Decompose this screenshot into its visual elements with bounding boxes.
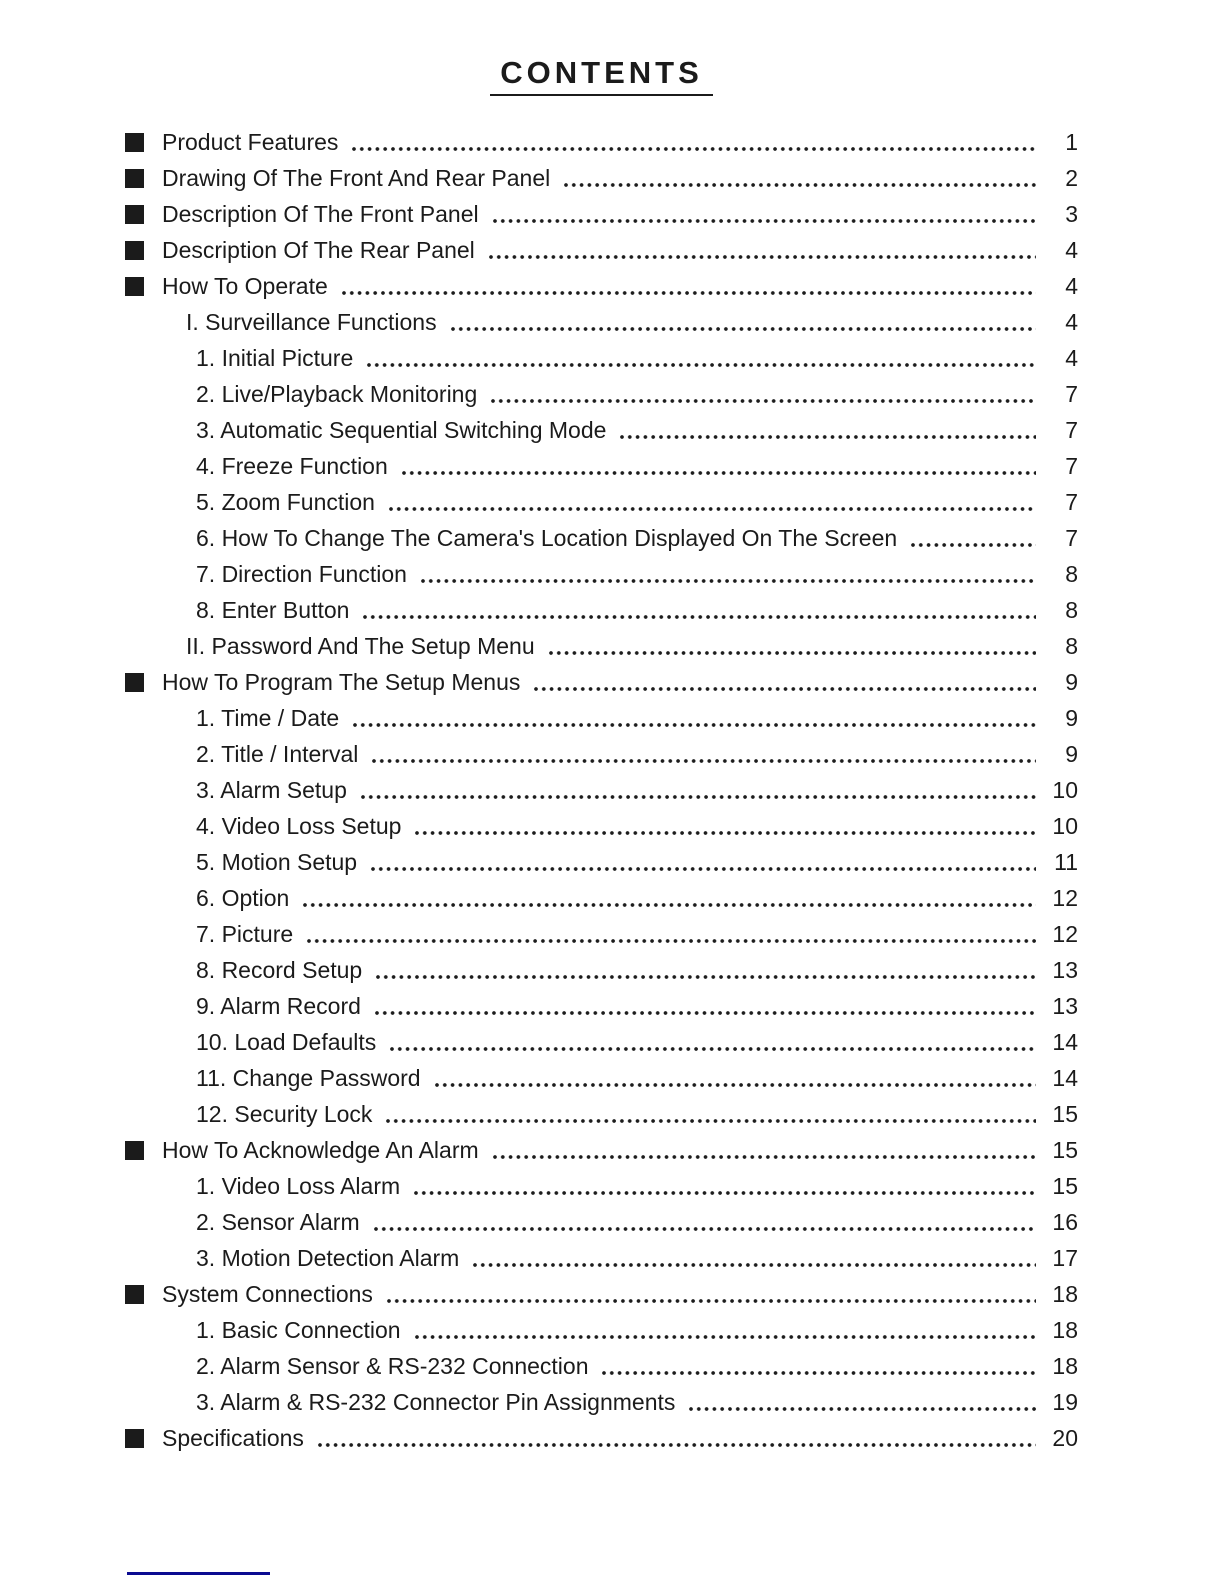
- toc-entry-page: 13: [1052, 993, 1078, 1020]
- toc-entry: [125, 988, 1078, 1024]
- toc-entry-page: 18: [1052, 1317, 1078, 1344]
- toc-entry-page: 10: [1052, 777, 1078, 804]
- toc-entry-label: 3. Alarm Setup: [196, 777, 347, 804]
- toc-entry-page: 2: [1065, 165, 1078, 192]
- toc-entry-label: 2. Alarm Sensor & RS-232 Connection: [196, 1353, 589, 1380]
- dot-leader: [367, 363, 1036, 367]
- dot-leader: [415, 1335, 1036, 1339]
- dot-leader: [352, 147, 1036, 151]
- toc-entry-label: 1. Initial Picture: [196, 345, 354, 372]
- toc-entry-page: 9: [1065, 705, 1078, 732]
- dot-leader: [386, 1119, 1036, 1123]
- dot-leader: [307, 939, 1036, 943]
- toc-entry-page: 7: [1065, 489, 1078, 516]
- toc-entry: [125, 1168, 1078, 1204]
- toc-entry-page: 16: [1052, 1209, 1078, 1236]
- dot-leader: [376, 975, 1036, 979]
- dot-leader: [493, 219, 1036, 223]
- toc-entry-page: 9: [1065, 741, 1078, 768]
- toc-entry-page: 14: [1052, 1065, 1078, 1092]
- toc-entry-label: 8. Enter Button: [196, 597, 350, 624]
- dot-leader: [402, 471, 1036, 475]
- bullet-square-icon: [125, 1285, 144, 1304]
- toc-entry-label: Specifications: [162, 1425, 304, 1452]
- toc-entry-label: 6. How To Change The Camera's Location Displayed On The Screen: [196, 525, 898, 552]
- toc-entry-page: 15: [1052, 1173, 1078, 1200]
- toc-entry: [125, 196, 1078, 232]
- dot-leader: [375, 1011, 1036, 1015]
- toc-entry: [125, 664, 1078, 700]
- toc-entry: [125, 1132, 1078, 1168]
- toc-entry-label: I. Surveillance Functions: [186, 309, 437, 336]
- dot-leader: [390, 1047, 1036, 1051]
- toc-entry-page: 3: [1065, 201, 1078, 228]
- toc-entry-label: Drawing Of The Front And Rear Panel: [162, 165, 551, 192]
- dot-leader: [421, 579, 1036, 583]
- toc-entry-page: 4: [1065, 273, 1078, 300]
- toc-entry: [125, 448, 1078, 484]
- toc-entry-page: 8: [1065, 561, 1078, 588]
- dot-leader: [318, 1443, 1036, 1447]
- page-title-text: CONTENTS: [490, 56, 713, 96]
- toc-entry-page: 7: [1065, 525, 1078, 552]
- dot-leader: [602, 1371, 1036, 1375]
- dot-leader: [303, 903, 1036, 907]
- bullet-square-icon: [125, 673, 144, 692]
- toc-entry-page: 12: [1052, 885, 1078, 912]
- toc-entry: [125, 1384, 1078, 1420]
- dot-leader: [689, 1407, 1036, 1411]
- toc-entry-label: 2. Sensor Alarm: [196, 1209, 360, 1236]
- toc-entry-label: 3. Motion Detection Alarm: [196, 1245, 460, 1272]
- toc-entry: [125, 1096, 1078, 1132]
- toc-entry-page: 17: [1052, 1245, 1078, 1272]
- toc-entry-label: 12. Security Lock: [196, 1101, 373, 1128]
- toc-entry: [125, 1240, 1078, 1276]
- toc-entry: [125, 592, 1078, 628]
- toc-entry: [125, 736, 1078, 772]
- bullet-square-icon: [125, 133, 144, 152]
- toc-entry-page: 18: [1052, 1281, 1078, 1308]
- toc-entry-label: II. Password And The Setup Menu: [186, 633, 535, 660]
- toc-entry-page: 20: [1052, 1425, 1078, 1452]
- toc-entry-page: 15: [1052, 1137, 1078, 1164]
- toc-entry: [125, 268, 1078, 304]
- toc-entry-page: 4: [1065, 309, 1078, 336]
- toc-entry: [125, 700, 1078, 736]
- toc-entry-page: 8: [1065, 633, 1078, 660]
- dot-leader: [389, 507, 1036, 511]
- toc-entry: [125, 1420, 1078, 1456]
- toc-entry-label: 4. Video Loss Setup: [196, 813, 402, 840]
- dot-leader: [414, 1191, 1036, 1195]
- toc-entry-label: 4. Freeze Function: [196, 453, 388, 480]
- toc-entry-label: How To Acknowledge An Alarm: [162, 1137, 479, 1164]
- toc-entry-label: 1. Time / Date: [196, 705, 340, 732]
- toc-entry-label: 2. Live/Playback Monitoring: [196, 381, 478, 408]
- bullet-square-icon: [125, 1429, 144, 1448]
- toc-entry-page: 10: [1052, 813, 1078, 840]
- toc-entry-page: 15: [1052, 1101, 1078, 1128]
- dot-leader: [342, 291, 1036, 295]
- dot-leader: [435, 1083, 1036, 1087]
- dot-leader: [353, 723, 1036, 727]
- toc-entry-label: 1. Video Loss Alarm: [196, 1173, 401, 1200]
- bullet-square-icon: [125, 1141, 144, 1160]
- toc-entry-page: 18: [1052, 1353, 1078, 1380]
- toc-entry-label: How To Operate: [162, 273, 328, 300]
- dot-leader: [620, 435, 1036, 439]
- dot-leader: [489, 255, 1036, 259]
- toc-entry-page: 14: [1052, 1029, 1078, 1056]
- toc-entry-label: 6. Option: [196, 885, 290, 912]
- dot-leader: [387, 1299, 1036, 1303]
- dot-leader: [415, 831, 1036, 835]
- toc-entry: [125, 232, 1078, 268]
- toc-entry-label: 11. Change Password: [196, 1065, 421, 1092]
- toc-entry-label: System Connections: [162, 1281, 373, 1308]
- toc-entry: [125, 484, 1078, 520]
- dot-leader: [493, 1155, 1036, 1159]
- toc-entry: [125, 628, 1078, 664]
- toc-entry: [125, 772, 1078, 808]
- toc-entry: [125, 952, 1078, 988]
- toc-entry-label: 1. Basic Connection: [196, 1317, 401, 1344]
- toc-entry: [125, 556, 1078, 592]
- toc-entry-label: 3. Automatic Sequential Switching Mode: [196, 417, 607, 444]
- toc-entry: [125, 808, 1078, 844]
- toc-entry-page: 4: [1065, 237, 1078, 264]
- toc-entry: [125, 880, 1078, 916]
- bullet-square-icon: [125, 277, 144, 296]
- toc-entry-label: How To Program The Setup Menus: [162, 669, 521, 696]
- toc-entry: [125, 520, 1078, 556]
- bullet-square-icon: [125, 205, 144, 224]
- toc-entry: [125, 844, 1078, 880]
- toc-entry-label: 7. Picture: [196, 921, 294, 948]
- toc-entry-label: Description Of The Front Panel: [162, 201, 479, 228]
- toc-entry-page: 7: [1065, 453, 1078, 480]
- toc-entry-page: 19: [1052, 1389, 1078, 1416]
- toc-entry-page: 11: [1054, 849, 1078, 876]
- toc-entry: [125, 1060, 1078, 1096]
- toc-entry-page: 12: [1052, 921, 1078, 948]
- toc-entry-page: 7: [1065, 417, 1078, 444]
- toc-entry: [125, 340, 1078, 376]
- toc-entry-label: 3. Alarm & RS-232 Connector Pin Assignments: [196, 1389, 676, 1416]
- toc-entry-page: 4: [1065, 345, 1078, 372]
- toc-entry: [125, 304, 1078, 340]
- toc-entry: [125, 124, 1078, 160]
- toc-entry-label: 5. Motion Setup: [196, 849, 358, 876]
- toc-entry-label: 5. Zoom Function: [196, 489, 375, 516]
- page-title: [125, 56, 1078, 96]
- toc-entry: [125, 160, 1078, 196]
- dot-leader: [473, 1263, 1036, 1267]
- bullet-square-icon: [125, 169, 144, 188]
- toc-entry: [125, 1348, 1078, 1384]
- dot-leader: [361, 795, 1036, 799]
- toc-entry: [125, 1276, 1078, 1312]
- dot-leader: [451, 327, 1036, 331]
- toc-entry: [125, 376, 1078, 412]
- dot-leader: [371, 867, 1036, 871]
- toc-entry: [125, 916, 1078, 952]
- toc-entry-page: 7: [1065, 381, 1078, 408]
- toc-entry-label: 10. Load Defaults: [196, 1029, 377, 1056]
- dot-leader: [374, 1227, 1036, 1231]
- toc-entry-label: Product Features: [162, 129, 339, 156]
- toc-list: [125, 124, 1078, 1456]
- dot-leader: [549, 651, 1036, 655]
- dot-leader: [372, 759, 1036, 763]
- dot-leader: [534, 687, 1036, 691]
- toc-entry: [125, 1204, 1078, 1240]
- toc-entry-label: Description Of The Rear Panel: [162, 237, 475, 264]
- dot-leader: [363, 615, 1036, 619]
- toc-entry: [125, 1024, 1078, 1060]
- toc-entry-label: 2. Title / Interval: [196, 741, 359, 768]
- dot-leader: [911, 543, 1036, 547]
- toc-entry-page: 9: [1065, 669, 1078, 696]
- toc-entry-label: 7. Direction Function: [196, 561, 407, 588]
- dot-leader: [564, 183, 1036, 187]
- toc-entry-label: 9. Alarm Record: [196, 993, 361, 1020]
- toc-entry: [125, 412, 1078, 448]
- dot-leader: [491, 399, 1036, 403]
- toc-entry: [125, 1312, 1078, 1348]
- toc-entry-page: 8: [1065, 597, 1078, 624]
- toc-entry-label: 8. Record Setup: [196, 957, 363, 984]
- bullet-square-icon: [125, 241, 144, 260]
- footer-rule: [127, 1572, 270, 1575]
- toc-entry-page: 13: [1052, 957, 1078, 984]
- toc-entry-page: 1: [1065, 129, 1078, 156]
